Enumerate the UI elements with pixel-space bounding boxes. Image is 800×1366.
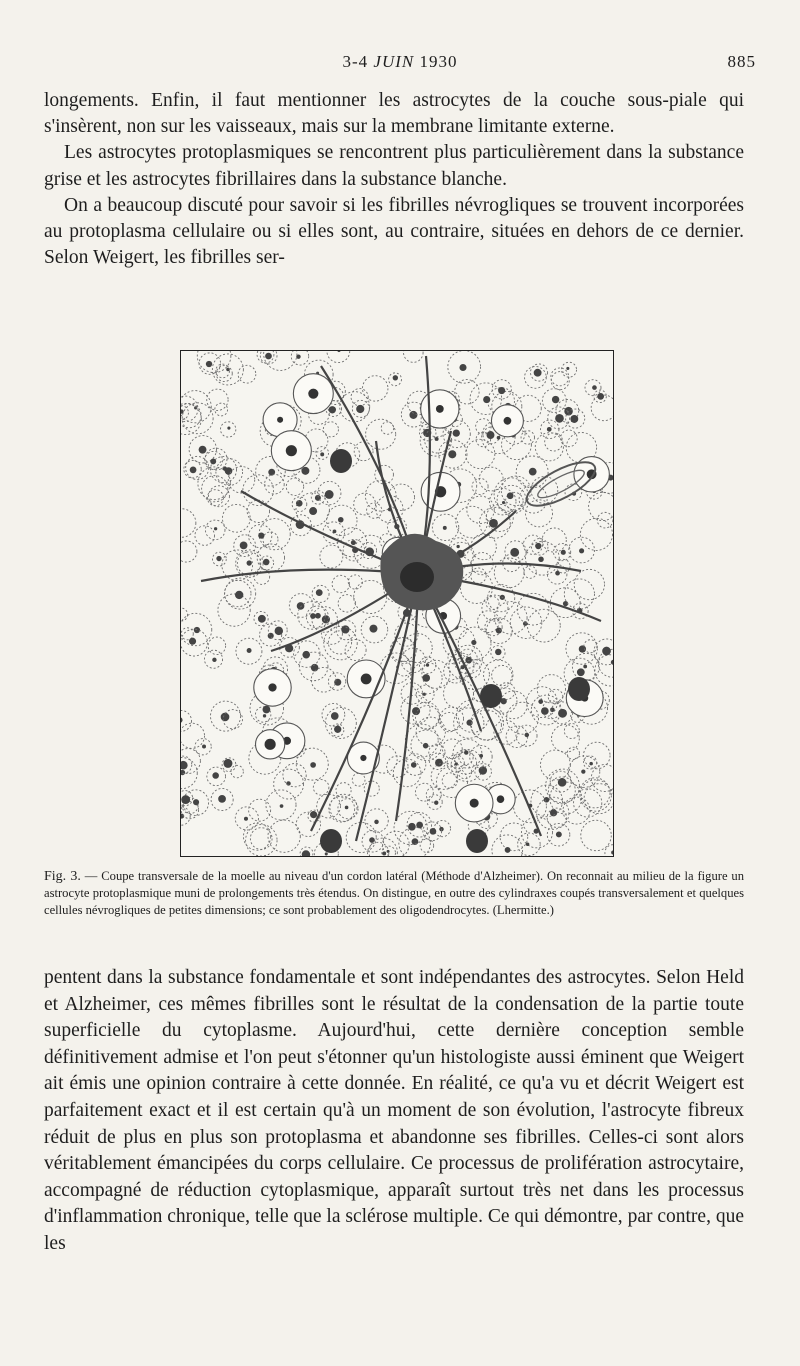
figure-caption	[44, 868, 744, 919]
paragraph: On a beaucoup discuté pour savoir si les fibrilles névrogliques se trouvent incorporées au protoplasma cellulaire ou si elles sont, au contraire, situées en dehors de ce dernier. Selon Weigert, les fibrilles ser-	[44, 194, 744, 269]
running-title	[44, 52, 756, 72]
paragraph: longements. Enfin, il faut mentionner les astrocytes de la couche sous-piale qui s'insèrent, non sur les vaisseaux, mais sur la membrane limitante externe.	[44, 90, 744, 138]
paragraph: Les astrocytes protoplasmiques se rencontrent plus particulièrement dans la substance grise et les astrocytes fibrillaires dans la substance blanche.	[44, 142, 744, 190]
date-year: 1930	[414, 52, 458, 71]
figure-micrograph	[180, 350, 614, 857]
page-number: 885	[727, 52, 756, 71]
paragraph: pentent dans la substance fondamentale et sont indépendantes des astrocytes. Selon Held et Alzheimer, ces mêmes fibrilles sont le résultat de la condensation de la partie toute superficielle du cytoplasme. Aujourd'hui, cette dernière conception semble définitivement admise et l'on peut s'étonner qu'un histologiste aussi éminent que Weigert ait émis une opinion contraire à cette donnée. En réalité, ce qu'a vu et décrit Weigert est parfaitement exact et il est certain qu'à un moment de son évolution, l'astrocyte fibreux réduit de plus en plus son protoplasma et abandonne ses fibrilles. Celles-ci sont alors véritablement émancipées du corps cellulaire. Ce processus de prolifération astrocytaire, accompagné de réduction cytoplasmique, apparaît surtout très net dans les processus d'inflammation chronique, telle que la sclérose multiple. Ce qui démontre, par contre, que les	[44, 967, 744, 1254]
running-head	[44, 52, 756, 72]
caption-label: Fig. 3.	[44, 869, 81, 884]
text-before-figure	[44, 88, 744, 271]
text-after-figure	[44, 965, 744, 1258]
astrocyte-illustration	[181, 351, 613, 856]
caption-text: — Coupe transversale de la moelle au niveau d'un cordon latéral (Méthode d'Alzheimer). On reconnait au milieu de la figure un astrocyte protoplasmique muni de prolongements très étendus. On distingue, en outre des cylindraxes coupés transversalement et quelques cellules névrogliques de petites dimensions; ce sont probablement des oligodendrocytes. (Lhermitte.)	[44, 869, 744, 917]
date-prefix: 3-4	[342, 52, 374, 71]
date-month: JUIN	[373, 52, 415, 71]
